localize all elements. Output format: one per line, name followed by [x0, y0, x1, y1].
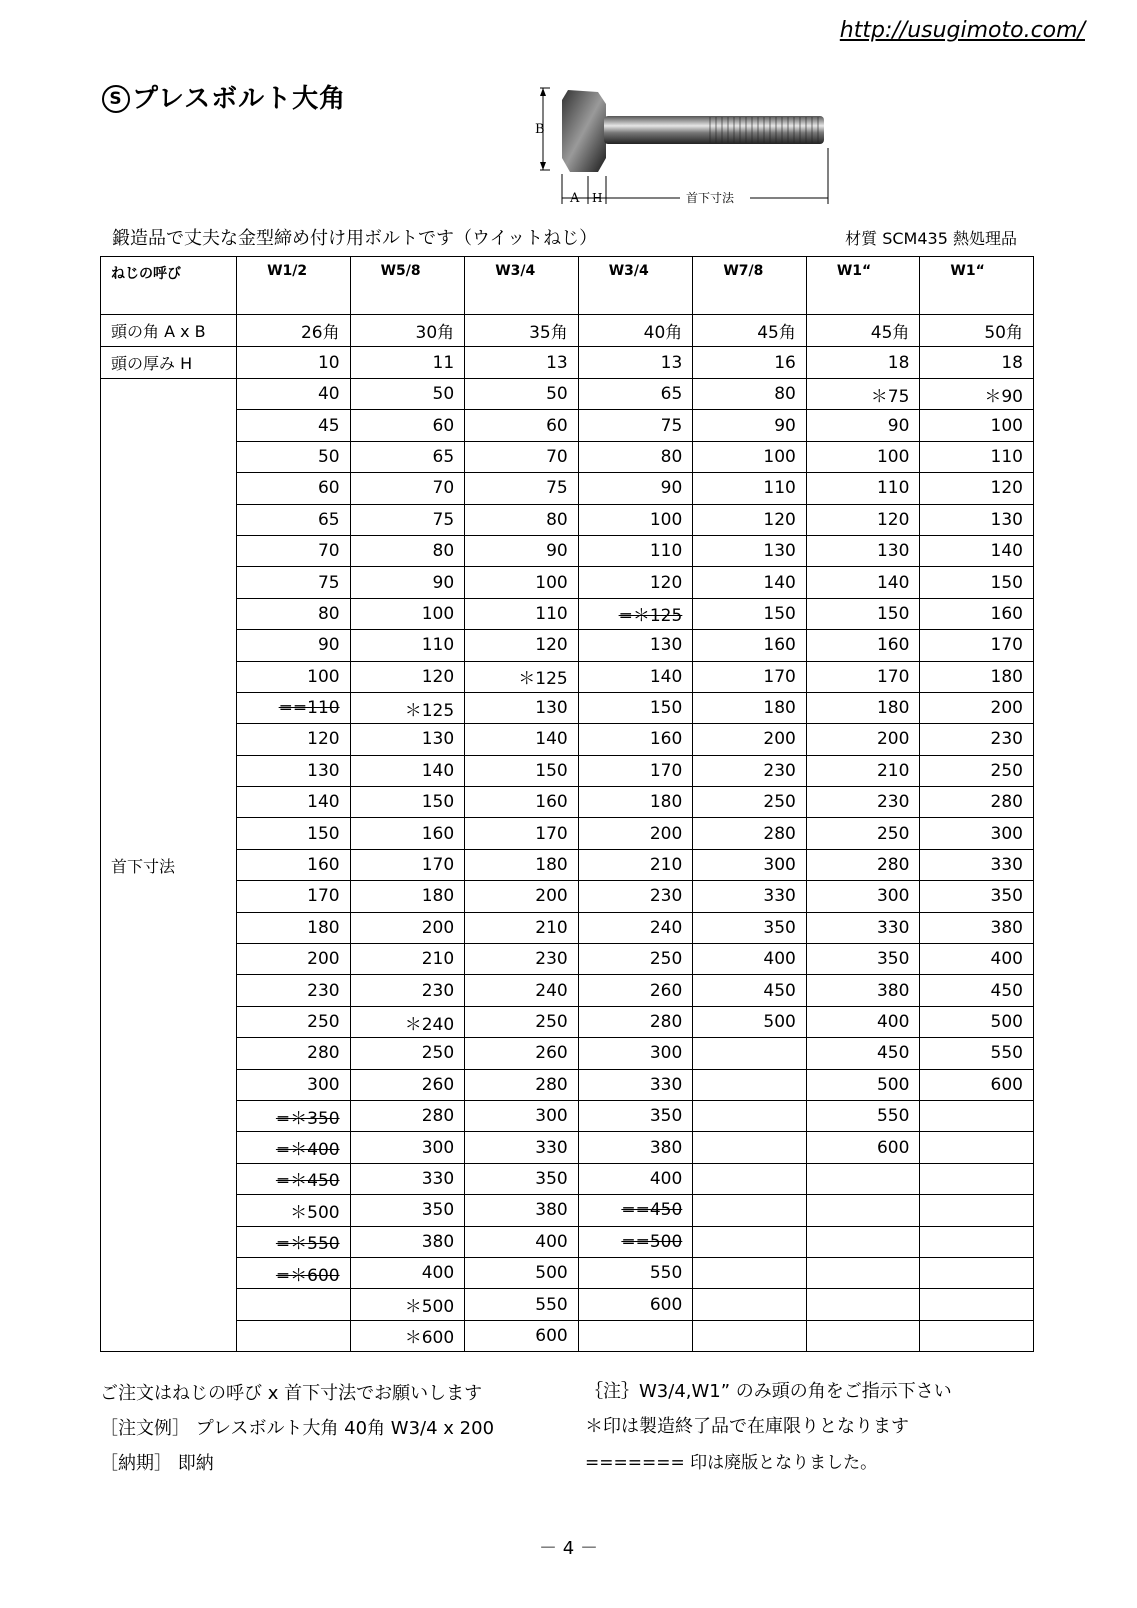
- length-cell: 150: [693, 598, 807, 629]
- length-cell: [920, 1226, 1034, 1257]
- length-cell: [806, 1320, 920, 1351]
- length-cell: 380: [465, 1195, 579, 1226]
- length-cell: 140: [350, 755, 465, 786]
- length-row: [101, 441, 1034, 472]
- length-cell: 170: [920, 630, 1034, 661]
- length-cell: [920, 1195, 1034, 1226]
- length-cell: 380: [920, 912, 1034, 943]
- length-cell: 100: [350, 598, 465, 629]
- length-cell: 200: [578, 818, 693, 849]
- length-cell: 110: [920, 441, 1034, 472]
- length-cell: =＊450: [237, 1163, 351, 1194]
- length-cell: 450: [806, 1038, 920, 1069]
- length-row: [101, 1038, 1034, 1069]
- length-cell: 230: [920, 724, 1034, 755]
- length-cell: 80: [350, 535, 465, 566]
- length-cell: [578, 1320, 693, 1351]
- length-cell: 230: [350, 975, 465, 1006]
- length-cell: 210: [350, 944, 465, 975]
- length-cell: 50: [237, 441, 351, 472]
- length-cell: 280: [806, 849, 920, 880]
- length-cell: 350: [806, 944, 920, 975]
- page-number: － 4 －: [539, 1538, 598, 1559]
- head-corner-note: ｛注｝W3/4,W1” のみ頭の角をご指示下さい: [585, 1381, 952, 1402]
- length-cell: 100: [465, 567, 579, 598]
- length-cell: ＊500: [237, 1195, 351, 1226]
- length-cell: 350: [920, 881, 1034, 912]
- length-row: [101, 1069, 1034, 1100]
- length-cell: 180: [350, 881, 465, 912]
- length-row: [101, 818, 1034, 849]
- length-cell: 300: [806, 881, 920, 912]
- length-row: [101, 787, 1034, 818]
- length-cell: 280: [237, 1038, 351, 1069]
- length-row: [101, 849, 1034, 880]
- length-cell: 160: [693, 630, 807, 661]
- length-cell: 280: [693, 818, 807, 849]
- head-corner-cell: 45角: [693, 315, 807, 347]
- length-cell: [693, 1069, 807, 1100]
- length-cell: 130: [693, 535, 807, 566]
- length-cell: 300: [350, 1132, 465, 1163]
- length-cell: 170: [237, 881, 351, 912]
- length-cell: 70: [350, 473, 465, 504]
- length-cell: 260: [465, 1038, 579, 1069]
- length-cell: 180: [920, 661, 1034, 692]
- length-cell: 280: [920, 787, 1034, 818]
- length-cell: 300: [465, 1100, 579, 1131]
- length-cell: [693, 1320, 807, 1351]
- length-cell: 150: [237, 818, 351, 849]
- col-header: W7/8: [693, 257, 807, 315]
- length-cell: 280: [578, 1006, 693, 1037]
- length-cell: 90: [693, 410, 807, 441]
- length-cell: 200: [465, 881, 579, 912]
- length-cell: 40: [237, 379, 351, 410]
- material-spec: 材質 SCM435 熱処理品: [845, 229, 1017, 248]
- length-cell: 380: [350, 1226, 465, 1257]
- length-cell: 140: [578, 661, 693, 692]
- length-row: [101, 755, 1034, 786]
- length-cell: 600: [578, 1289, 693, 1320]
- length-cell: 140: [920, 535, 1034, 566]
- length-row: [101, 598, 1034, 629]
- length-cell: 200: [693, 724, 807, 755]
- length-cell: 250: [920, 755, 1034, 786]
- length-cell: 250: [465, 1006, 579, 1037]
- length-cell: 230: [806, 787, 920, 818]
- length-cell: 170: [465, 818, 579, 849]
- length-cell: 400: [578, 1163, 693, 1194]
- site-url-link[interactable]: http://usugimoto.com/: [839, 18, 1085, 43]
- length-cell: 240: [578, 912, 693, 943]
- length-row: [101, 379, 1034, 410]
- length-row: [101, 1006, 1034, 1037]
- length-cell: 110: [578, 535, 693, 566]
- length-cell: =＊600: [237, 1257, 351, 1288]
- order-example: ［注文例］ プレスボルト大角 40角 W3/4 x 200: [100, 1418, 495, 1439]
- length-cell: [693, 1226, 807, 1257]
- col-header: W5/8: [350, 257, 465, 315]
- length-cell: 400: [920, 944, 1034, 975]
- length-cell: 300: [578, 1038, 693, 1069]
- length-cell: 330: [806, 912, 920, 943]
- length-cell: 75: [578, 410, 693, 441]
- label-a: A: [570, 191, 580, 206]
- length-cell: 500: [465, 1257, 579, 1288]
- col-header: W1/2: [237, 257, 351, 315]
- length-cell: 250: [806, 818, 920, 849]
- length-cell: [806, 1163, 920, 1194]
- length-cell: 230: [578, 881, 693, 912]
- length-cell: =＊400: [237, 1132, 351, 1163]
- length-cell: [237, 1289, 351, 1320]
- length-cell: 350: [465, 1163, 579, 1194]
- length-cell: 200: [806, 724, 920, 755]
- length-row: [101, 724, 1034, 755]
- length-cell: 330: [693, 881, 807, 912]
- length-cell: 150: [350, 787, 465, 818]
- length-cell: =＊550: [237, 1226, 351, 1257]
- length-cell: 400: [465, 1226, 579, 1257]
- head-corner-cell: 30角: [350, 315, 465, 347]
- length-cell: 70: [465, 441, 579, 472]
- length-cell: 550: [578, 1257, 693, 1288]
- label-h: H: [592, 191, 603, 205]
- head-corner-row: [101, 315, 1034, 347]
- length-cell: 120: [578, 567, 693, 598]
- length-cell: 110: [465, 598, 579, 629]
- length-cell: 130: [465, 692, 579, 723]
- length-row: [101, 473, 1034, 504]
- length-cell: 230: [237, 975, 351, 1006]
- length-cell: [920, 1132, 1034, 1163]
- label-b: B: [535, 122, 545, 137]
- length-cell: 80: [237, 598, 351, 629]
- order-note: ご注文はねじの呼び x 首下寸法でお願いします: [100, 1383, 483, 1404]
- head-corner-cell: 45角: [806, 315, 920, 347]
- length-cell: [693, 1038, 807, 1069]
- length-cell: 80: [578, 441, 693, 472]
- length-cell: 130: [806, 535, 920, 566]
- length-cell: ＊90: [920, 379, 1034, 410]
- length-cell: 160: [920, 598, 1034, 629]
- length-cell: 110: [806, 473, 920, 504]
- col-header: W3/4: [578, 257, 693, 315]
- length-cell: 380: [578, 1132, 693, 1163]
- length-cell: [237, 1320, 351, 1351]
- length-row: [101, 1100, 1034, 1131]
- length-cell: 60: [465, 410, 579, 441]
- length-cell: [693, 1132, 807, 1163]
- length-cell: ＊75: [806, 379, 920, 410]
- length-cell: 210: [465, 912, 579, 943]
- head-thickness-cell: 16: [693, 347, 807, 379]
- col-header: W1“: [920, 257, 1034, 315]
- length-cell: 100: [693, 441, 807, 472]
- length-row: [101, 567, 1034, 598]
- length-row: [101, 1195, 1034, 1226]
- length-cell: 90: [350, 567, 465, 598]
- length-cell: 250: [237, 1006, 351, 1037]
- length-cell: ＊500: [350, 1289, 465, 1320]
- length-cell: 160: [465, 787, 579, 818]
- length-cell: =＊350: [237, 1100, 351, 1131]
- length-cell: 90: [237, 630, 351, 661]
- length-cell: 100: [806, 441, 920, 472]
- length-cell: 170: [578, 755, 693, 786]
- circled-s-mark: S: [102, 85, 130, 113]
- delivery-note: ［納期］ 即納: [100, 1453, 214, 1474]
- length-cell: 140: [806, 567, 920, 598]
- head-corner-cell: 50角: [920, 315, 1034, 347]
- length-cell: 600: [920, 1069, 1034, 1100]
- length-cell: ==500: [578, 1226, 693, 1257]
- length-cell: ==110: [237, 692, 351, 723]
- length-row: [101, 1132, 1034, 1163]
- length-cell: 280: [465, 1069, 579, 1100]
- length-cell: 120: [350, 661, 465, 692]
- length-cell: 50: [465, 379, 579, 410]
- length-cell: ＊125: [350, 692, 465, 723]
- col-header: W1“: [806, 257, 920, 315]
- length-cell: [806, 1226, 920, 1257]
- header-row: [101, 257, 1034, 315]
- length-cell: 210: [578, 849, 693, 880]
- length-cell: [806, 1257, 920, 1288]
- head-thickness-row: [101, 347, 1034, 379]
- length-cell: 180: [693, 692, 807, 723]
- length-cell: [693, 1100, 807, 1131]
- length-row: [101, 630, 1034, 661]
- length-cell: [693, 1257, 807, 1288]
- length-cell: 150: [578, 692, 693, 723]
- length-cell: 400: [693, 944, 807, 975]
- length-cell: 170: [806, 661, 920, 692]
- spec-table: [100, 256, 1034, 1352]
- length-row: [101, 944, 1034, 975]
- length-cell: [806, 1289, 920, 1320]
- length-cell: 300: [693, 849, 807, 880]
- length-cell: 240: [465, 975, 579, 1006]
- length-cell: 130: [578, 630, 693, 661]
- length-cell: 330: [350, 1163, 465, 1194]
- length-cell: 180: [806, 692, 920, 723]
- length-cell: 550: [465, 1289, 579, 1320]
- length-row: [101, 1226, 1034, 1257]
- length-cell: 250: [350, 1038, 465, 1069]
- length-cell: 550: [806, 1100, 920, 1131]
- length-cell: 300: [920, 818, 1034, 849]
- length-table-body: [101, 379, 1034, 1352]
- bolt-photo: [535, 84, 860, 214]
- length-cell: 150: [465, 755, 579, 786]
- length-cell: 180: [578, 787, 693, 818]
- length-cell: 150: [920, 567, 1034, 598]
- length-cell: 180: [237, 912, 351, 943]
- head-thickness-cell: 13: [465, 347, 579, 379]
- length-cell: 170: [693, 661, 807, 692]
- length-cell: 250: [693, 787, 807, 818]
- length-cell: 140: [693, 567, 807, 598]
- discontinued-note: ======= 印は廃版となりました。: [585, 1453, 878, 1473]
- length-cell: 150: [806, 598, 920, 629]
- length-cell: 170: [350, 849, 465, 880]
- length-cell: 330: [920, 849, 1034, 880]
- subtitle: 鍛造品で丈夫な金型締め付け用ボルトです（ウイットねじ）: [112, 228, 598, 249]
- head-thickness-cell: 18: [806, 347, 920, 379]
- length-cell: 90: [806, 410, 920, 441]
- length-cell: 90: [578, 473, 693, 504]
- length-cell: 400: [350, 1257, 465, 1288]
- length-cell: 60: [237, 473, 351, 504]
- length-cell: 200: [237, 944, 351, 975]
- length-cell: [693, 1195, 807, 1226]
- length-cell: ＊600: [350, 1320, 465, 1351]
- length-row: [101, 535, 1034, 566]
- length-cell: 120: [806, 504, 920, 535]
- length-cell: 120: [693, 504, 807, 535]
- length-row: [101, 975, 1034, 1006]
- length-cell: [920, 1257, 1034, 1288]
- length-cell: 80: [465, 504, 579, 535]
- length-cell: 550: [920, 1038, 1034, 1069]
- length-row: [101, 1257, 1034, 1288]
- label-neck-length: 首下寸法: [686, 191, 735, 205]
- length-cell: 600: [465, 1320, 579, 1351]
- length-cell: [920, 1163, 1034, 1194]
- length-row: [101, 1163, 1034, 1194]
- length-cell: 75: [237, 567, 351, 598]
- col-header: W3/4: [465, 257, 579, 315]
- length-cell: 110: [693, 473, 807, 504]
- asterisk-note: ＊印は製造終了品で在庫限りとなります: [585, 1416, 909, 1437]
- length-cell: ==450: [578, 1195, 693, 1226]
- length-cell: 160: [237, 849, 351, 880]
- length-cell: 75: [350, 504, 465, 535]
- length-row: [101, 410, 1034, 441]
- length-cell: 160: [578, 724, 693, 755]
- head-thickness-cell: 11: [350, 347, 465, 379]
- head-corner-cell: 26角: [237, 315, 351, 347]
- length-cell: 450: [693, 975, 807, 1006]
- length-cell: 65: [350, 441, 465, 472]
- length-cell: 45: [237, 410, 351, 441]
- length-cell: [920, 1100, 1034, 1131]
- length-cell: 120: [465, 630, 579, 661]
- head-corner-cell: 35角: [465, 315, 579, 347]
- length-cell: 200: [350, 912, 465, 943]
- head-thickness-label: 頭の厚み H: [101, 347, 237, 379]
- length-row: [101, 1320, 1034, 1351]
- length-cell: 65: [237, 504, 351, 535]
- head-thickness-cell: 10: [237, 347, 351, 379]
- length-cell: 65: [578, 379, 693, 410]
- length-cell: 350: [693, 912, 807, 943]
- head-corner-cell: 40角: [578, 315, 693, 347]
- thread-label: ねじの呼び: [101, 257, 237, 315]
- length-cell: =＊125: [578, 598, 693, 629]
- length-row: [101, 504, 1034, 535]
- length-cell: 400: [806, 1006, 920, 1037]
- length-cell: 330: [578, 1069, 693, 1100]
- length-cell: [806, 1195, 920, 1226]
- length-cell: 230: [693, 755, 807, 786]
- length-cell: 180: [465, 849, 579, 880]
- length-cell: 120: [237, 724, 351, 755]
- length-cell: 130: [350, 724, 465, 755]
- length-cell: 500: [806, 1069, 920, 1100]
- length-cell: [693, 1289, 807, 1320]
- length-row: [101, 881, 1034, 912]
- length-cell: 130: [237, 755, 351, 786]
- length-cell: 130: [920, 504, 1034, 535]
- length-cell: 160: [806, 630, 920, 661]
- length-cell: 120: [920, 473, 1034, 504]
- length-cell: 260: [350, 1069, 465, 1100]
- page-title: [102, 78, 346, 115]
- length-cell: [920, 1320, 1034, 1351]
- length-cell: [693, 1163, 807, 1194]
- head-thickness-cell: 13: [578, 347, 693, 379]
- length-cell: 210: [806, 755, 920, 786]
- length-cell: 500: [920, 1006, 1034, 1037]
- length-row: [101, 692, 1034, 723]
- length-cell: 140: [465, 724, 579, 755]
- length-row: [101, 1289, 1034, 1320]
- length-cell: 350: [578, 1100, 693, 1131]
- length-cell: 600: [806, 1132, 920, 1163]
- title-text: プレスボルト大角: [132, 84, 347, 114]
- head-thickness-cell: 18: [920, 347, 1034, 379]
- length-cell: 90: [465, 535, 579, 566]
- length-cell: ＊240: [350, 1006, 465, 1037]
- length-cell: 230: [465, 944, 579, 975]
- length-cell: ＊125: [465, 661, 579, 692]
- length-cell: 280: [350, 1100, 465, 1131]
- length-cell: 200: [920, 692, 1034, 723]
- length-cell: 450: [920, 975, 1034, 1006]
- length-cell: 500: [693, 1006, 807, 1037]
- length-cell: 100: [920, 410, 1034, 441]
- length-cell: 350: [350, 1195, 465, 1226]
- length-cell: 70: [237, 535, 351, 566]
- length-cell: 260: [578, 975, 693, 1006]
- length-cell: 75: [465, 473, 579, 504]
- length-cell: 110: [350, 630, 465, 661]
- length-cell: 100: [237, 661, 351, 692]
- head-corner-label: 頭の角 A x B: [101, 315, 237, 347]
- length-row: [101, 912, 1034, 943]
- length-cell: 60: [350, 410, 465, 441]
- length-cell: 80: [693, 379, 807, 410]
- length-cell: 330: [465, 1132, 579, 1163]
- length-cell: 100: [578, 504, 693, 535]
- length-row: [101, 661, 1034, 692]
- length-cell: 380: [806, 975, 920, 1006]
- length-cell: 250: [578, 944, 693, 975]
- neck-length-label: 首下寸法: [101, 379, 237, 1352]
- length-cell: 50: [350, 379, 465, 410]
- length-cell: 300: [237, 1069, 351, 1100]
- length-cell: 160: [350, 818, 465, 849]
- length-cell: 140: [237, 787, 351, 818]
- length-cell: [920, 1289, 1034, 1320]
